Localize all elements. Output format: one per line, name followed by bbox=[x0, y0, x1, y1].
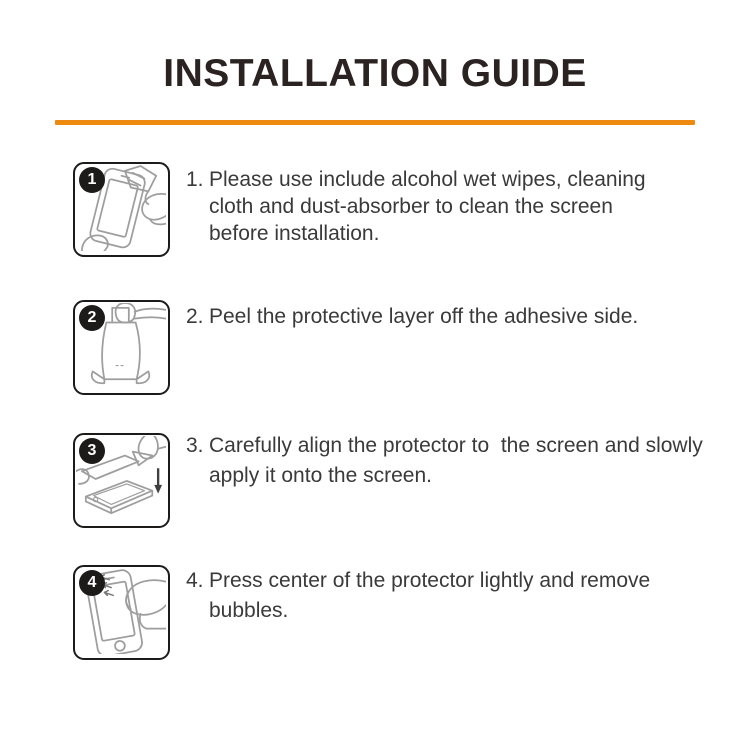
step-number-prefix: 4. bbox=[186, 569, 204, 592]
title-divider bbox=[55, 120, 695, 125]
step-text-line bbox=[186, 566, 706, 596]
step-text-line: apply it onto the screen. bbox=[209, 464, 432, 487]
step-1-text bbox=[186, 166, 706, 247]
step-text-line: bubbles. bbox=[209, 599, 289, 622]
step-3-text bbox=[186, 431, 706, 491]
step-number-badge: 4 bbox=[79, 570, 105, 596]
step-4-figure bbox=[73, 565, 170, 660]
step-text-segment: Carefully align the protector to the screen and slowly bbox=[209, 434, 703, 457]
step-4-text bbox=[186, 566, 706, 626]
step-number-prefix: 1. bbox=[186, 168, 204, 191]
step-text-line bbox=[186, 166, 706, 193]
step-1-figure bbox=[73, 162, 170, 257]
step-number-prefix: 2. bbox=[186, 305, 204, 328]
page-title: INSTALLATION GUIDE bbox=[163, 52, 587, 95]
step-text-line bbox=[186, 303, 706, 330]
step-number-badge: 1 bbox=[79, 167, 105, 193]
step-2-figure bbox=[73, 300, 170, 395]
down-arrow-icon bbox=[154, 468, 162, 493]
step-2-text bbox=[186, 303, 706, 330]
step-text-line: before installation. bbox=[209, 222, 380, 245]
step-number-prefix: 3. bbox=[186, 434, 204, 457]
step-3-figure bbox=[73, 433, 170, 528]
step-text-line bbox=[186, 431, 706, 461]
step-number-badge: 3 bbox=[79, 438, 105, 464]
step-text-segment: Please use include alcohol wet wipes, cleaning bbox=[209, 168, 646, 191]
step-text-line: cloth and dust-absorber to clean the screen bbox=[209, 195, 613, 218]
step-text-segment: Press center of the protector lightly and remove bbox=[209, 569, 651, 592]
step-number-badge: 2 bbox=[79, 305, 105, 331]
step-text-segment: Peel the protective layer off the adhesive side. bbox=[209, 305, 639, 328]
